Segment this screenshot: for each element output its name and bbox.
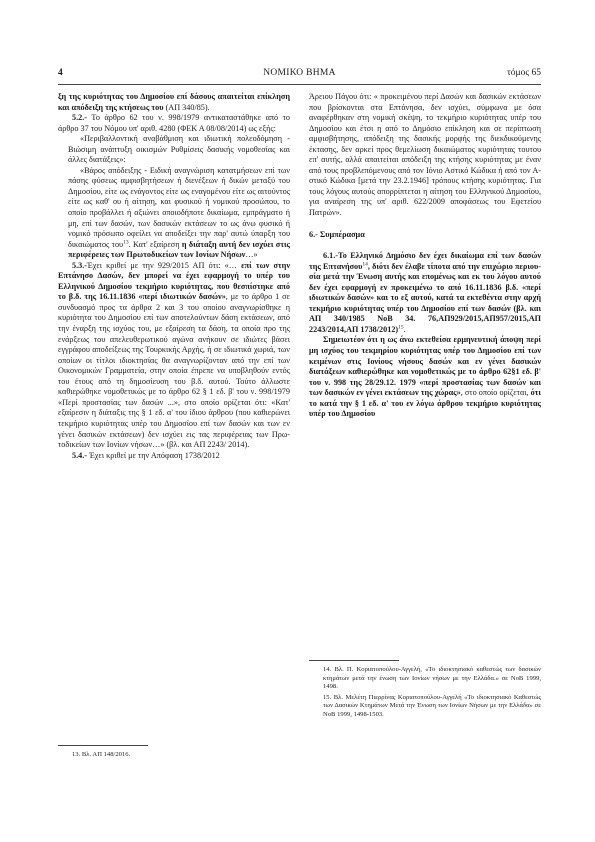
footnote-text: Βλ. Π. Κοριατοπούλου-Αγγελή, «Το ιδιοκτησιακό καθεστώς των δασικών κτημάτων μετά την ένωση των Ιονίων νήσων με την Ελλάδα.» σε ΝοΒ 1999, 1498. (323, 666, 541, 691)
text: Έχει κριθεί με την 929/2015 ΑΠ ότι: «… (87, 260, 242, 270)
text: …» (245, 250, 258, 260)
text: , με το άρθρο 1 σε συνδυασμό προς τα άρθρα 2 και 3 του οποίου αναγνωρίσθηκε η κυριότητα του Δημοσίου επί των αποτελούντων δάση εκτάσεων, από την έναρξη της ισχύος του, με εξαίρεση τα δάση, τα οποία προ της ενάρξεως του απελευθερωτικού αγώνα ανήκουν σε ιδιώτες βάσει εγγράφου αποδείξεως της Τουρκικής Αρχής, ή σε ιδιωτικά χωριά, των οποίων οι τίτλοι ιδιοκτησίας θα αναγνωρίζονταν από την επί των Οικονομικών Γραμματεία, στην οποία έπρεπε να υποβληθούν εντός του έτους από τη δημοσίευση του β.δ. αυτού. Τούτο άλλωστε καθιερώθηκε νομοθετικώς με το άρθρο 62 § 1 εδ. β' του ν. 998/1979 «Περί προστασίας των δασών ...», στο οποίο ορίζεται ότι: «Κατ' εξαίρεσιν η διάταξις της § 1 εδ. α' του ίδιου άρθρου (που καθιερώνει τεκμήριο κυριότητας υπέρ του Δημοσίου επί των δασών και των εν γένει δασικών εκτάσεων) δεν ισχύει εις τας περιφέρειας των Πρωτοδικείων των Ιονίων νήσων…» (βλ. και ΑΠ 2243/ 2014). (58, 292, 290, 450)
footnote-divider (309, 660, 399, 661)
footnote-number: 13. (72, 751, 81, 758)
footnote (309, 666, 541, 692)
bold-text: ξη της κυριότητας του Δημοσίου επί δάσους απαιτείται επίκληση και απόδειξη της κτήσεως του (58, 92, 290, 112)
footnote-text: Βλ. ΑΠ 148/2016. (81, 751, 131, 758)
footnote-number: 14. (323, 666, 332, 673)
bold-text: η διάταξη αυτή δεν ισχύει στις περιφέρειες των Πρωτοδικείων των Ιονίων Νήσων (68, 239, 290, 260)
text: (ΑΠ 340/85). (163, 102, 210, 112)
section-number: 5.2.- (72, 113, 88, 123)
quote-paragraph: «Περιβαλλοντική αναβάθμιση και ιδιωτική πολεοδόμηση - Βιώσιμη ανάπτυξη οικισμών Ρυθμίσεις δασικής νομοθεσίας και άλλες διατάξεις»: (68, 134, 290, 165)
left-column (58, 92, 290, 461)
paragraph (58, 451, 290, 462)
footnote (58, 751, 290, 760)
footnotes-right (309, 660, 541, 722)
paragraph (58, 261, 290, 451)
footnote-text: Βλ. Μελέτη Πιερρίνας Κοριατοπούλου-Αγγελή «Το ιδιοκτησιακό Καθεστώς των Δασικών Κτημάτων Μετά την Ένωση των Ιονίων Νήσων με την Ελλάδα» σε ΝοΒ 1999, 1498-1503. (323, 693, 541, 718)
section-number: 5.4.- (72, 450, 88, 460)
running-header (58, 66, 541, 80)
footnote-ref: 14 (362, 260, 368, 267)
paragraph (58, 113, 290, 134)
journal-title: ΝΟΜΙΚΟ ΒΗΜΑ (263, 68, 336, 78)
page-number: 4 (58, 68, 63, 78)
paragraph (309, 251, 541, 335)
paragraph (58, 92, 290, 113)
footnote (309, 694, 541, 720)
quote-paragraph (58, 166, 290, 261)
text: «Βάρος απόδειξης - Ειδική αναγνώριση κατατμήσεων επί των πάσης φύσεως αμφισβητήσεων ή διενέξεων ή δικών μεταξύ του Δημοσίου, είτε ως ενάγοντος είτε ως εναγομένου είτε ως αιτούντος είτε ως καθ' ου ή αίτηση, και φυσικού ή νομικού προσώπου, το οποίο προβάλλει ή αξιώνει οποιοδήποτε δικαίωμα, εμπράγματο ή μη, επί των δασών, των δασικών εκτάσεων το ως άνω φυσικό ή νομικό πρόσωπο οφείλει να αποδείξει την παρ' αυτώ ύπαρξη του δικαιώματος του (68, 165, 290, 249)
footnotes-left (58, 745, 290, 762)
header-divider (58, 84, 541, 85)
bold-text: Σημειωτέον ότι η ως άνω εκτεθείσα ερμηνευτική άποψη περί μη ισχύος του τεκμηρίου κυριότητας υπέρ του Δημοσίου επί των κειμένων στις Ιονίους νήσους δασών και εν γένει δασικών διατάξεων καθιερώθηκε και νομοθετικώς με το άρθρο 62§1 εδ. β' του ν. 998 της 28/29.12. 1979 «περί προστασίας των δασών και των δασικών εν γένει εκτάσεων της χώρας» (309, 335, 541, 398)
text: Έχει κριθεί με την Απόφαση 1738/2012 (87, 450, 220, 460)
bold-text: 6.1.-Το Ελληνικό Δημόσιο δεν έχει δικαίωμα επί των δασών της Επτανήσου (309, 251, 541, 271)
text: . (403, 324, 406, 334)
footnote-divider (58, 745, 148, 746)
right-column (309, 92, 541, 420)
bold-text: επί των στην Επτάνησο Δασών, δεν μπορεί να έχει εφαρμογή το υπέρ του Ελληνικού Δημοσίου τεκμήριο κυριότητας, που θεσπίστηκε από το β.δ. της 16.11.1836 «περί ιδιωτικών δασών» (58, 260, 290, 302)
heading-text: 6.- Συμπέρασμα (309, 229, 365, 239)
text: Το άρθρο 62 του ν. 998/1979 αντικαταστάθηκε από το άρθρο 37 του Νόμου υπ' αριθ. 4280 (ΦΕΚ Α 08/08/2014) ως εξής: (58, 113, 290, 133)
bold-text: ότι το κατά την § 1 εδ. α' του εν λόγω άρθρου τεκμήριο κυριότητας υπέρ του Δημοσίου (309, 388, 541, 419)
paragraph (309, 335, 541, 419)
text: . Κατ' εξαίρεση (128, 239, 182, 249)
footnote-ref: 13 (123, 238, 129, 245)
volume-label: τόμος 65 (506, 68, 541, 78)
paragraph: Άρειου Πάγου ότι: « προκειμένου περί Δασών και δασικών εκτάσεων που βρίσκονται στα Επτάνησα, δεν ισχύει, σύμφωνα με όσα αναφέρθηκαν στη νομική σκέψη, το τεκμήριο κυριότητας υπέρ του Δημοσίου και έτσι η από το Δημόσιο επίκληση και σε περίπτωση αμφισβήτησης, απόδειξη της δασικής μορφής της διεκδικούμενης έκτασης, δεν αρκεί προς θεμελίωση δικαιώματος κυριότητας τουτου επ' αυτής, αλλά απαιτείται απόδειξη της κτήσης κυριότητας με έναν από τους προβλεπόμενους από τον Ιόνιο Αστικό Κώδικα ή από τον Αστικό Κώδικα [μετά την 23.2.1946] τρόπους κτήσης κυριότητας. Για τους λόγους αυτούς απορρίπτεται η αίτηση του Ελληνικού Δημοσίου, για αναίρεση της υπ' αριθ. 622/2009 αποφάσεως του Εφετείου Πατρών». (309, 92, 541, 218)
section-heading (309, 230, 541, 241)
section-number: 5.3.- (72, 260, 88, 270)
text: , στο οποίο ορίζεται, (460, 388, 531, 398)
footnote-number: 15. (323, 693, 332, 701)
footnote-ref: 15 (398, 324, 404, 331)
bold-text: , διότι δεν έλαβε τίποτα από την επιχώριο περιουσία μετά την Ένωση αυτής και επομένως και εκ του λόγου αυτού δεν έχει εφαρμογή εν προκειμένω το από 16.11.1836 β.δ. «περί ιδιωτικών δασών» και το εξ αυτού, κατά τα εκτεθέντα στην αρχή τεκμήριο κυριότητας υπέρ του Δημοσίου επί των δασών (βλ. και ΑΠ 340/1985 ΝοΒ 34. 76,ΑΠ929/2015,ΑΠ957/2015,ΑΠ 2243/2014,ΑΠ 1738/2012) (309, 261, 541, 334)
